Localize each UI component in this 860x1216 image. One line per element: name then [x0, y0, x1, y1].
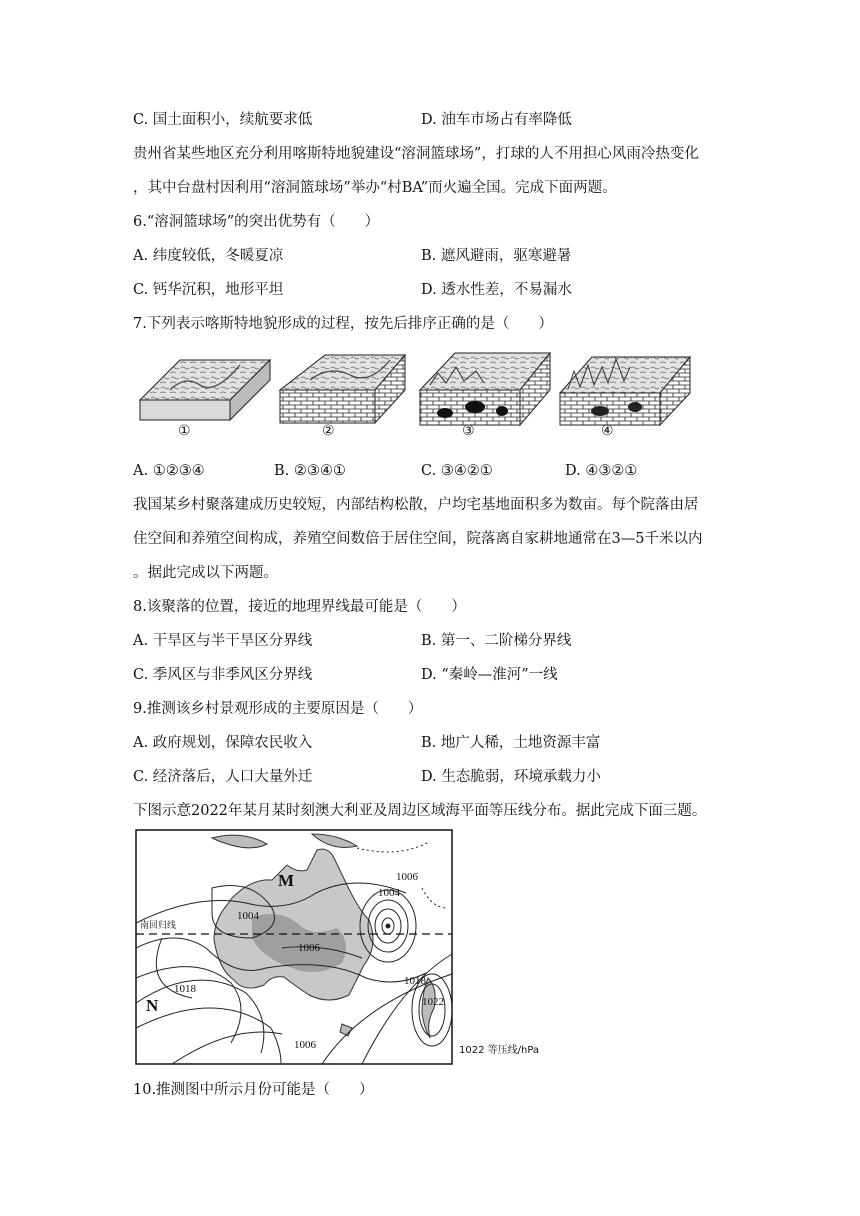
map-legend: 1022 等压线/hPa: [459, 1045, 540, 1056]
q8-option-d: D. “秦岭—淮河”一线: [421, 667, 558, 683]
label-m: M: [278, 871, 295, 890]
q7-stem: 7.下列表示喀斯特地貌形成的过程，按先后排序正确的是（ ）: [133, 316, 553, 332]
q9-option-a: A. 政府规划，保障农民收入: [133, 735, 313, 751]
q8-stem: 8.该聚落的位置，接近的地理界线最可能是（ ）: [133, 599, 466, 615]
tropic-label: 南回归线: [140, 920, 177, 930]
karst-process-figure: [130, 345, 710, 445]
isobar-label-1006-south: 1006: [294, 1039, 316, 1051]
fig-label-3: ③: [462, 423, 475, 439]
q6-option-c: C. 钙华沉积，地形平坦: [133, 282, 284, 298]
isobar-label-1004-east: 1004: [378, 887, 400, 899]
q5-option-d: D. 油车市场占有率降低: [421, 112, 572, 128]
q8-option-c: C. 季风区与非季风区分界线: [133, 667, 313, 683]
block-3-diagram: [420, 353, 550, 425]
fig-label-2: ②: [322, 423, 335, 439]
intro-8-9-line2: 住空间和养殖空间构成，养殖空间数倍于居住空间，院落离自家耕地通常在3—5千米以内: [133, 531, 703, 547]
q7-option-d: D. ④③②①: [565, 463, 638, 479]
q10-stem: 10.推测图中所示月份可能是（ ）: [133, 1082, 374, 1098]
q5-option-c: C. 国土面积小，续航要求低: [133, 112, 313, 128]
isobar-map: [132, 828, 562, 1068]
fig-label-1: ①: [178, 423, 191, 439]
isobar-label-1022: 1022: [422, 996, 444, 1008]
q9-option-d: D. 生态脆弱，环境承载力小: [421, 769, 601, 785]
isobar-label-1018-west: 1018: [174, 983, 196, 995]
isobar-label-1004-west: 1004: [237, 910, 259, 922]
intro-8-9-line3: 。据此完成以下两题。: [133, 565, 278, 581]
block-4-diagram: [560, 357, 690, 425]
q6-option-b: B. 遮风避雨，驱寒避暑: [421, 248, 572, 264]
q9-stem: 9.推测该乡村景观形成的主要原因是（ ）: [133, 701, 423, 717]
label-n: N: [146, 996, 159, 1015]
intro-6-7-line1: 贵州省某些地区充分利用喀斯特地貌建设“溶洞篮球场”，打球的人不用担心风雨冷热变化: [133, 146, 699, 162]
q9-option-b: B. 地广人稀，土地资源丰富: [421, 735, 601, 751]
q8-option-a: A. 干旱区与半干旱区分界线: [133, 633, 313, 649]
intro-10-line1: 下图示意2022年某月某时刻澳大利亚及周边区域海平面等压线分布。据此完成下面三题。: [133, 803, 707, 819]
q9-option-c: C. 经济落后，人口大量外迁: [133, 769, 313, 785]
isobar-label-1006-ne: 1006: [396, 871, 418, 883]
intro-8-9-line1: 我国某乡村聚落建成历史较短，内部结构松散，户均宅基地面积多为数亩。每个院落由居: [133, 497, 699, 513]
q7-option-b: B. ②③④①: [274, 463, 346, 479]
q6-option-d: D. 透水性差，不易漏水: [421, 282, 572, 298]
q8-option-b: B. 第一、二阶梯分界线: [421, 633, 572, 649]
q6-option-a: A. 纬度较低，冬暖夏凉: [133, 248, 284, 264]
q7-option-a: A. ①②③④: [133, 463, 205, 479]
block-2-diagram: [280, 355, 405, 423]
q7-option-c: C. ③④②①: [421, 463, 493, 479]
fig-label-4: ④: [601, 423, 614, 439]
isobar-label-1018-east: 1018: [404, 975, 426, 987]
isobar-label-1006-center: 1006: [298, 942, 320, 954]
block-1-diagram: [140, 360, 270, 420]
intro-6-7-line2: ，其中台盘村因利用“溶洞篮球场”举办“村BA”而火遍全国。完成下面两题。: [133, 180, 617, 196]
q6-stem: 6.“溶洞篮球场”的突出优势有（ ）: [133, 214, 380, 230]
